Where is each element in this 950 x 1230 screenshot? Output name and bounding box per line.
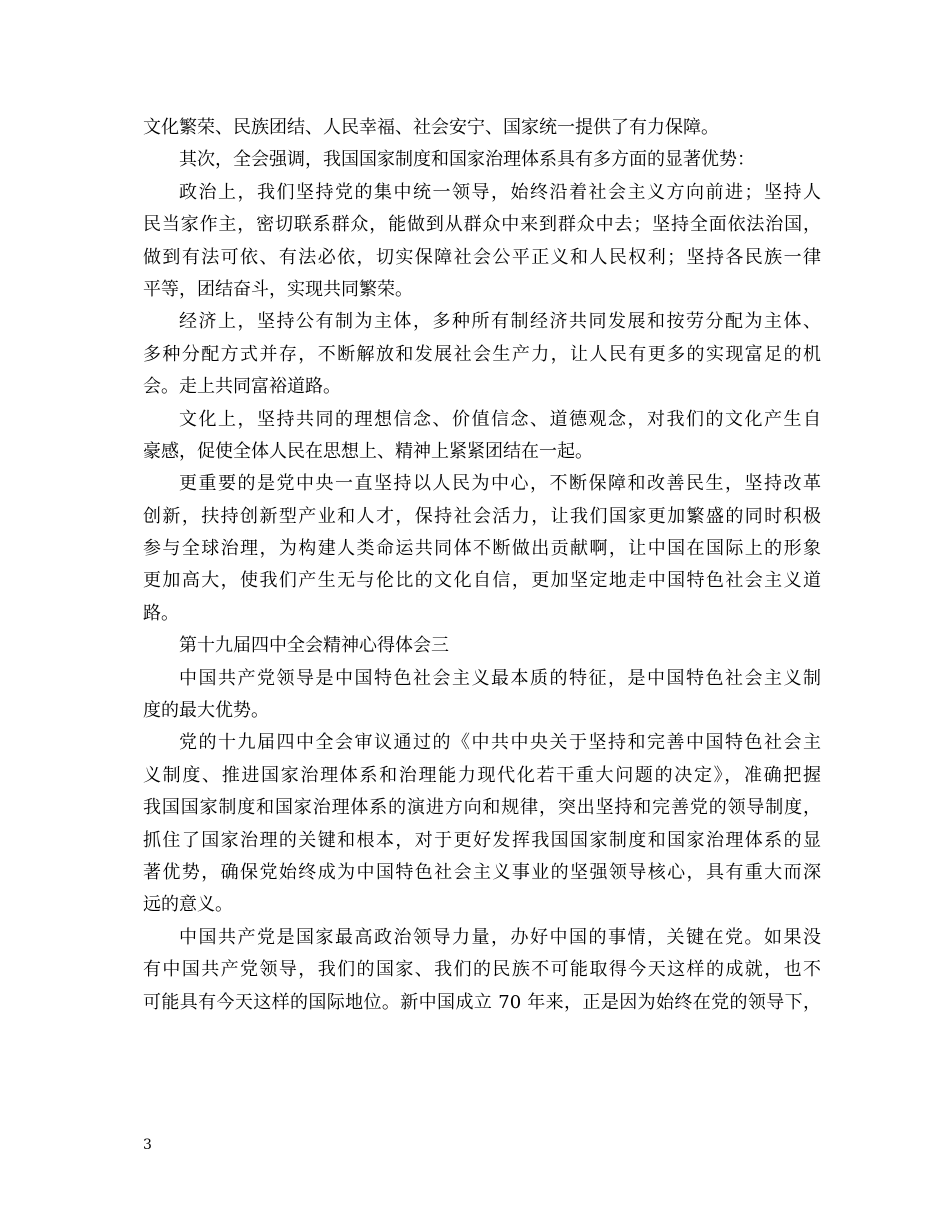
text-line: 更加高大，使我们产生无与伦比的文化自信，更加坚定地走中国特色社会主义道 [143, 570, 821, 592]
text-line: 经济上，坚持公有制为主体，多种所有制经济共同发展和按劳分配为主体、 [179, 311, 821, 333]
text-line: 做到有法可依、有法必依，切实保障社会公平正义和人民权利；坚持各民族一律 [143, 246, 821, 268]
text-line: 文化上，坚持共同的理想信念、价值信念、道德观念，对我们的文化产生自 [179, 408, 821, 430]
text-line: 义制度、推进国家治理体系和治理能力现代化若干重大问题的决定》，准确把握 [143, 764, 821, 786]
text-line: 民当家作主，密切联系群众，能做到从群众中来到群众中去；坚持全面依法治国， [143, 214, 821, 236]
text-line: 可能具有今天这样的国际地位。新中国成立 70 年来，正是因为始终在党的领导下， [143, 991, 821, 1013]
body-text [143, 112, 821, 1019]
text-line: 著优势，确保党始终成为中国特色社会主义事业的坚强领导核心，具有重大而深 [143, 861, 821, 883]
text-line: 文化繁荣、民族团结、人民幸福、社会安宁、国家统一提供了有力保障。 [143, 117, 719, 138]
page-number: 3 [143, 1137, 152, 1153]
text-line: 党的十九届四中全会审议通过的《中共中央关于坚持和完善中国特色社会主 [179, 732, 821, 754]
text-line: 创新，扶持创新型产业和人才，保持社会活力，让我们国家更加繁盛的同时积极 [143, 505, 821, 527]
text-line: 中国共产党是国家最高政治领导力量，办好中国的事情，关键在党。如果没 [179, 926, 821, 948]
text-line: 抓住了国家治理的关键和根本，对于更好发挥我国国家制度和国家治理体系的显 [143, 829, 821, 851]
text-line: 豪感，促使全体人民在思想上、精神上紧紧团结在一起。 [143, 440, 593, 462]
text-line: 远的意义。 [143, 894, 233, 916]
text-line: 有中国共产党领导，我们的国家、我们的民族不可能取得今天这样的成就，也不 [143, 959, 821, 981]
section-heading: 第十九届四中全会精神心得体会三 [179, 635, 449, 657]
text-line: 度的最大优势。 [143, 700, 269, 722]
text-line: 政治上，我们坚持党的集中统一领导，始终沿着社会主义方向前进；坚持人 [179, 181, 821, 203]
text-line: 更重要的是党中央一直坚持以人民为中心，不断保障和改善民生，坚持改革 [179, 473, 821, 495]
text-line: 多种分配方式并存，不断解放和发展社会生产力，让人民有更多的实现富足的机 [143, 343, 821, 365]
text-line: 参与全球治理，为构建人类命运共同体不断做出贡献啊，让中国在国际上的形象 [143, 538, 821, 560]
text-line: 会。走上共同富裕道路。 [143, 376, 341, 398]
text-line: 平等，团结奋斗，实现共同繁荣。 [143, 278, 413, 300]
text-line: 其次，全会强调，我国国家制度和国家治理体系具有多方面的显著优势： [179, 149, 755, 171]
text-line: 中国共产党领导是中国特色社会主义最本质的特征，是中国特色社会主义制 [179, 667, 821, 689]
text-line: 我国国家制度和国家治理体系的演进方向和规律，突出坚持和完善党的领导制度， [143, 797, 821, 819]
text-line: 路。 [143, 602, 179, 624]
